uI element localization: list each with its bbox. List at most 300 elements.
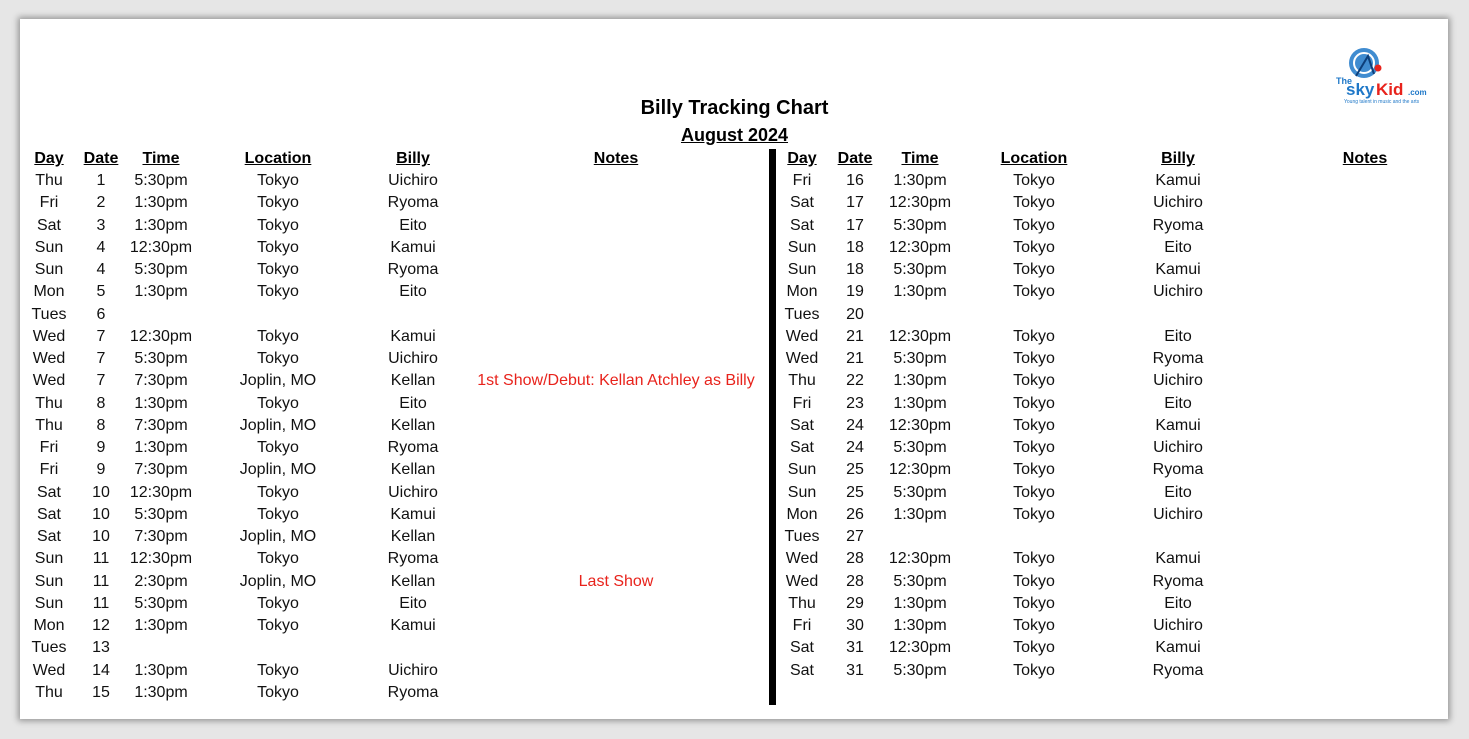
- cell-day: Fri: [792, 172, 812, 189]
- cell-notes: [1290, 504, 1440, 526]
- cell-billy: Eito: [1164, 594, 1192, 612]
- cell-date: 11: [92, 594, 110, 612]
- cell-date: 19: [846, 283, 864, 301]
- cell-location: Tokyo: [1013, 172, 1055, 189]
- cell-notes: [466, 459, 766, 481]
- cell-day: Wed: [32, 327, 66, 345]
- cell-time: [124, 304, 198, 326]
- cell-time: 5:30pm: [134, 505, 188, 523]
- cell-billy: Eito: [1164, 238, 1192, 256]
- cell-day: Wed: [785, 327, 819, 345]
- cell-notes: [466, 348, 766, 370]
- cell-day: Sat: [36, 505, 61, 523]
- cell-date: 13: [92, 639, 110, 657]
- cell-date: 21: [846, 327, 864, 345]
- cell-billy: Uichiro: [388, 172, 438, 189]
- cell-day: Thu: [35, 172, 63, 189]
- cell-location: Tokyo: [1013, 617, 1055, 634]
- cell-billy: Ryoma: [1152, 350, 1204, 367]
- cell-billy: Ryoma: [1152, 572, 1204, 590]
- cell-day: Sun: [787, 483, 817, 501]
- cell-date: 18: [846, 261, 864, 278]
- cell-billy: Kamui: [390, 505, 436, 523]
- cell-day: Fri: [39, 194, 59, 212]
- cell-location: Tokyo: [257, 394, 299, 412]
- cell-notes: Last Show: [578, 572, 654, 590]
- cell-time: 5:30pm: [893, 661, 947, 679]
- header-notes: Notes: [593, 150, 639, 167]
- cell-day: Wed: [32, 350, 66, 367]
- cell-date: 31: [846, 661, 864, 679]
- cell-notes: [466, 660, 766, 682]
- cell-day: Fri: [792, 617, 812, 634]
- cell-time: 1:30pm: [134, 394, 188, 412]
- cell-date: 10: [92, 528, 110, 545]
- cell-date: 8: [96, 416, 106, 434]
- cell-day: Wed: [32, 372, 66, 390]
- cell-location: Tokyo: [257, 505, 299, 523]
- svg-text:.com: .com: [1408, 88, 1427, 97]
- cell-date: 7: [96, 350, 106, 367]
- cell-time: 12:30pm: [888, 639, 952, 657]
- cell-notes: [1290, 571, 1440, 593]
- cell-day: Tues: [31, 305, 67, 323]
- cell-day: Tues: [784, 305, 820, 323]
- cell-location: Tokyo: [257, 483, 299, 501]
- cell-time: 12:30pm: [888, 194, 952, 212]
- cell-location: Tokyo: [257, 661, 299, 679]
- page-subtitle: August 2024: [680, 125, 789, 145]
- cell-time: 7:30pm: [134, 372, 188, 390]
- header-location: Location: [244, 150, 312, 167]
- cell-day: Thu: [35, 683, 63, 701]
- cell-time: 1:30pm: [134, 683, 188, 701]
- cell-notes: [1290, 415, 1440, 437]
- header-notes: Notes: [1342, 150, 1388, 167]
- cell-date: 17: [846, 216, 864, 234]
- cell-date: 23: [846, 394, 864, 412]
- cell-day: Sat: [789, 661, 814, 679]
- cell-billy: Uichiro: [1153, 194, 1203, 212]
- cell-day: Sun: [34, 261, 64, 278]
- cell-time: 1:30pm: [893, 394, 947, 412]
- cell-billy: Uichiro: [1153, 617, 1203, 634]
- cell-date: 9: [96, 439, 106, 456]
- cell-date: 17: [846, 194, 864, 212]
- cell-notes: [466, 215, 766, 237]
- cell-billy: Ryoma: [1152, 216, 1204, 234]
- cell-day: Sat: [789, 194, 814, 212]
- cell-billy: Kamui: [390, 617, 436, 634]
- cell-time: 12:30pm: [888, 327, 952, 345]
- cell-billy: Ryoma: [387, 261, 439, 278]
- cell-billy: Uichiro: [1153, 439, 1203, 456]
- cell-time: 2:30pm: [134, 572, 188, 590]
- cell-location: Joplin, MO: [239, 372, 317, 390]
- cell-day: Fri: [792, 394, 812, 412]
- cell-billy: Eito: [1164, 483, 1192, 501]
- cell-notes: [466, 259, 766, 281]
- cell-day: Fri: [39, 461, 59, 479]
- cell-notes: [1290, 437, 1440, 459]
- header-date: Date: [837, 150, 873, 167]
- cell-day: Thu: [788, 372, 816, 390]
- cell-location: Tokyo: [1013, 394, 1055, 412]
- cell-day: Sat: [36, 528, 61, 545]
- cell-time: 7:30pm: [134, 461, 188, 479]
- cell-location: Tokyo: [1013, 439, 1055, 456]
- cell-location: Joplin, MO: [239, 528, 317, 545]
- cell-time: 1:30pm: [893, 283, 947, 301]
- cell-time: 1:30pm: [893, 594, 947, 612]
- cell-date: 22: [846, 372, 864, 390]
- cell-notes: [466, 504, 766, 526]
- cell-day: Sun: [34, 594, 64, 612]
- cell-notes: [1290, 526, 1440, 548]
- cell-day: Sat: [789, 416, 814, 434]
- cell-date: 18: [846, 238, 864, 256]
- cell-notes: [466, 637, 766, 659]
- header-day: Day: [787, 150, 817, 167]
- cell-date: 4: [96, 261, 106, 278]
- header-billy: Billy: [1161, 150, 1195, 167]
- cell-location: Tokyo: [257, 327, 299, 345]
- cell-time: 5:30pm: [893, 483, 947, 501]
- cell-date: 24: [846, 439, 864, 456]
- cell-date: 6: [96, 305, 106, 323]
- cell-notes: [466, 482, 766, 504]
- cell-time: 5:30pm: [893, 439, 947, 456]
- cell-notes: [1290, 393, 1440, 415]
- cell-time: 12:30pm: [888, 550, 952, 568]
- cell-notes: [466, 281, 766, 303]
- cell-location: Tokyo: [1013, 461, 1055, 479]
- cell-location: Tokyo: [1013, 216, 1055, 234]
- cell-date: 20: [846, 305, 864, 323]
- cell-billy: Kellan: [390, 572, 436, 590]
- cell-time: 5:30pm: [893, 350, 947, 367]
- cell-location: Tokyo: [1013, 372, 1055, 390]
- cell-billy: [1110, 526, 1246, 548]
- cell-billy: Ryoma: [387, 683, 439, 701]
- cell-notes: 1st Show/Debut: Kellan Atchley as Billy: [477, 372, 755, 390]
- cell-location: Tokyo: [257, 617, 299, 634]
- cell-location: Tokyo: [1013, 572, 1055, 590]
- cell-time: 1:30pm: [893, 505, 947, 523]
- cell-time: 1:30pm: [893, 372, 947, 390]
- cell-billy: [355, 304, 471, 326]
- cell-billy: Eito: [399, 394, 427, 412]
- cell-notes: [1290, 259, 1440, 281]
- cell-day: Mon: [786, 283, 818, 301]
- cell-billy: Eito: [1164, 394, 1192, 412]
- cell-day: Sun: [787, 461, 817, 479]
- cell-billy: Ryoma: [387, 550, 439, 568]
- cell-notes: [1290, 548, 1440, 570]
- cell-location: Tokyo: [1013, 283, 1055, 301]
- cell-location: Tokyo: [257, 172, 299, 189]
- cell-date: 31: [846, 639, 864, 657]
- cell-date: 3: [96, 216, 106, 234]
- cell-billy: Kamui: [1155, 172, 1201, 189]
- cell-time: 5:30pm: [893, 216, 947, 234]
- cell-notes: [1290, 615, 1440, 637]
- svg-text:Young talent in music and the: Young talent in music and the arts: [1344, 99, 1420, 105]
- cell-time: 12:30pm: [888, 238, 952, 256]
- cell-day: Mon: [786, 505, 818, 523]
- cell-location: Tokyo: [257, 550, 299, 568]
- cell-location: Joplin, MO: [239, 416, 317, 434]
- cell-location: Tokyo: [1013, 261, 1055, 278]
- cell-date: 7: [96, 372, 106, 390]
- header-time: Time: [901, 150, 939, 167]
- cell-date: 25: [846, 483, 864, 501]
- cell-location: Tokyo: [1013, 639, 1055, 657]
- cell-date: 26: [846, 505, 864, 523]
- cell-billy: Uichiro: [1153, 372, 1203, 390]
- cell-notes: [466, 304, 766, 326]
- cell-billy: Kamui: [1155, 639, 1201, 657]
- cell-billy: Eito: [399, 594, 427, 612]
- cell-notes: [466, 548, 766, 570]
- cell-time: 1:30pm: [134, 661, 188, 679]
- cell-location: Tokyo: [257, 439, 299, 456]
- cell-billy: Kamui: [390, 327, 436, 345]
- cell-notes: [466, 170, 766, 192]
- cell-date: 25: [846, 461, 864, 479]
- cell-day: Thu: [788, 594, 816, 612]
- header-date: Date: [83, 150, 119, 167]
- cell-day: Sun: [787, 261, 817, 278]
- cell-date: 11: [92, 572, 110, 590]
- cell-location: Tokyo: [257, 194, 299, 212]
- cell-location: Tokyo: [257, 594, 299, 612]
- cell-time: 12:30pm: [129, 238, 193, 256]
- cell-time: 1:30pm: [134, 439, 188, 456]
- cell-date: 7: [96, 327, 106, 345]
- cell-billy: Kamui: [1155, 416, 1201, 434]
- cell-time: 7:30pm: [134, 416, 188, 434]
- cell-notes: [466, 393, 766, 415]
- cell-location: Joplin, MO: [239, 461, 317, 479]
- cell-date: 12: [92, 617, 110, 634]
- cell-time: 1:30pm: [134, 617, 188, 634]
- cell-billy: Eito: [1164, 327, 1192, 345]
- cell-billy: Kellan: [390, 461, 436, 479]
- cell-date: 11: [92, 550, 110, 568]
- cell-day: Sat: [36, 216, 61, 234]
- cell-time: [124, 637, 198, 659]
- cell-location: Tokyo: [1013, 416, 1055, 434]
- cell-billy: Ryoma: [1152, 461, 1204, 479]
- cell-date: 10: [92, 483, 110, 501]
- cell-date: 10: [92, 505, 110, 523]
- cell-notes: [466, 415, 766, 437]
- cell-location: Tokyo: [257, 261, 299, 278]
- cell-location: Tokyo: [257, 350, 299, 367]
- cell-day: Mon: [33, 617, 65, 634]
- cell-notes: [1290, 660, 1440, 682]
- cell-time: 5:30pm: [134, 172, 188, 189]
- cell-time: 12:30pm: [129, 483, 193, 501]
- cell-date: 30: [846, 617, 864, 634]
- cell-time: 12:30pm: [888, 461, 952, 479]
- cell-location: [218, 304, 338, 326]
- cell-day: Sun: [34, 238, 64, 256]
- cell-notes: [1290, 370, 1440, 392]
- cell-notes: [466, 326, 766, 348]
- cell-day: Fri: [39, 439, 59, 456]
- cell-date: 28: [846, 572, 864, 590]
- cell-time: 1:30pm: [134, 216, 188, 234]
- header-location: Location: [1000, 150, 1068, 167]
- cell-billy: Uichiro: [388, 661, 438, 679]
- cell-location: Tokyo: [257, 683, 299, 701]
- cell-day: Thu: [35, 394, 63, 412]
- cell-notes: [1290, 482, 1440, 504]
- cell-time: 1:30pm: [893, 172, 947, 189]
- cell-day: Wed: [785, 550, 819, 568]
- cell-notes: [466, 526, 766, 548]
- cell-notes: [1290, 348, 1440, 370]
- cell-location: Tokyo: [1013, 550, 1055, 568]
- cell-date: 16: [846, 172, 864, 189]
- cell-notes: [1290, 459, 1440, 481]
- cell-location: Tokyo: [1013, 194, 1055, 212]
- cell-location: Tokyo: [1013, 483, 1055, 501]
- cell-billy: Uichiro: [1153, 283, 1203, 301]
- cell-billy: Kellan: [390, 416, 436, 434]
- svg-text:sky: sky: [1346, 80, 1375, 99]
- cell-day: Wed: [32, 661, 66, 679]
- cell-billy: Uichiro: [388, 483, 438, 501]
- cell-date: 5: [96, 283, 106, 301]
- cell-date: 29: [846, 594, 864, 612]
- cell-location: [218, 637, 338, 659]
- cell-billy: Eito: [399, 216, 427, 234]
- cell-time: 5:30pm: [134, 594, 188, 612]
- cell-date: 14: [92, 661, 110, 679]
- cell-notes: [466, 437, 766, 459]
- cell-location: [974, 304, 1094, 326]
- cell-location: Tokyo: [1013, 661, 1055, 679]
- header-day: Day: [34, 150, 64, 167]
- cell-date: 9: [96, 461, 106, 479]
- cell-notes: [466, 192, 766, 214]
- cell-day: Tues: [31, 639, 67, 657]
- cell-time: [880, 526, 960, 548]
- cell-location: Tokyo: [1013, 350, 1055, 367]
- cell-billy: Eito: [399, 283, 427, 301]
- cell-day: Thu: [35, 416, 63, 434]
- cell-time: 12:30pm: [888, 416, 952, 434]
- cell-day: Sat: [789, 439, 814, 456]
- cell-notes: [466, 615, 766, 637]
- cell-time: 1:30pm: [134, 194, 188, 212]
- cell-day: Sun: [34, 572, 64, 590]
- cell-date: 24: [846, 416, 864, 434]
- cell-day: Tues: [784, 528, 820, 545]
- cell-billy: Ryoma: [387, 439, 439, 456]
- cell-notes: [1290, 170, 1440, 192]
- cell-billy: Uichiro: [1153, 505, 1203, 523]
- cell-location: Tokyo: [1013, 238, 1055, 256]
- cell-billy: Ryoma: [387, 194, 439, 212]
- cell-billy: Kamui: [1155, 261, 1201, 278]
- cell-date: 2: [96, 194, 106, 212]
- cell-billy: Kellan: [390, 528, 436, 545]
- cell-date: 8: [96, 394, 106, 412]
- cell-location: Joplin, MO: [239, 572, 317, 590]
- cell-notes: [1290, 637, 1440, 659]
- cell-notes: [1290, 593, 1440, 615]
- cell-date: 27: [846, 528, 864, 545]
- cell-time: 5:30pm: [134, 350, 188, 367]
- cell-day: Sun: [787, 238, 817, 256]
- svg-text:Kid: Kid: [1376, 80, 1404, 99]
- cell-time: 5:30pm: [893, 261, 947, 278]
- cell-billy: Kamui: [1155, 550, 1201, 568]
- cell-notes: [1290, 304, 1440, 326]
- page-title: Billy Tracking Chart: [640, 97, 829, 119]
- cell-notes: [1290, 281, 1440, 303]
- cell-time: 5:30pm: [893, 572, 947, 590]
- cell-notes: [466, 593, 766, 615]
- cell-time: 12:30pm: [129, 327, 193, 345]
- header-billy: Billy: [396, 150, 430, 167]
- cell-location: Tokyo: [1013, 327, 1055, 345]
- header-time: Time: [142, 150, 180, 167]
- cell-location: [974, 526, 1094, 548]
- cell-location: Tokyo: [257, 283, 299, 301]
- cell-billy: [355, 637, 471, 659]
- cell-date: 4: [96, 238, 106, 256]
- cell-notes: [1290, 237, 1440, 259]
- cell-day: Sun: [34, 550, 64, 568]
- cell-notes: [466, 237, 766, 259]
- cell-notes: [1290, 215, 1440, 237]
- cell-time: 1:30pm: [134, 283, 188, 301]
- cell-billy: Kellan: [390, 372, 436, 390]
- cell-day: Sat: [789, 639, 814, 657]
- svg-text:The: The: [1336, 76, 1353, 86]
- cell-billy: Ryoma: [1152, 661, 1204, 679]
- cell-date: 15: [92, 683, 110, 701]
- cell-location: Tokyo: [257, 238, 299, 256]
- cell-billy: Kamui: [390, 238, 436, 256]
- cell-billy: [1110, 304, 1246, 326]
- cell-location: Tokyo: [1013, 594, 1055, 612]
- cell-notes: [1290, 192, 1440, 214]
- cell-time: [880, 304, 960, 326]
- cell-day: Wed: [785, 350, 819, 367]
- cell-day: Sat: [36, 483, 61, 501]
- cell-day: Mon: [33, 283, 65, 301]
- cell-time: 5:30pm: [134, 261, 188, 278]
- cell-billy: Uichiro: [388, 350, 438, 367]
- cell-notes: [1290, 326, 1440, 348]
- cell-notes: [466, 682, 766, 704]
- cell-date: 21: [846, 350, 864, 367]
- cell-time: 1:30pm: [893, 617, 947, 634]
- cell-date: 28: [846, 550, 864, 568]
- cell-date: 1: [96, 172, 106, 189]
- cell-day: Wed: [785, 572, 819, 590]
- cell-time: 12:30pm: [129, 550, 193, 568]
- cell-location: Tokyo: [257, 216, 299, 234]
- cell-location: Tokyo: [1013, 505, 1055, 523]
- cell-time: 7:30pm: [134, 528, 188, 545]
